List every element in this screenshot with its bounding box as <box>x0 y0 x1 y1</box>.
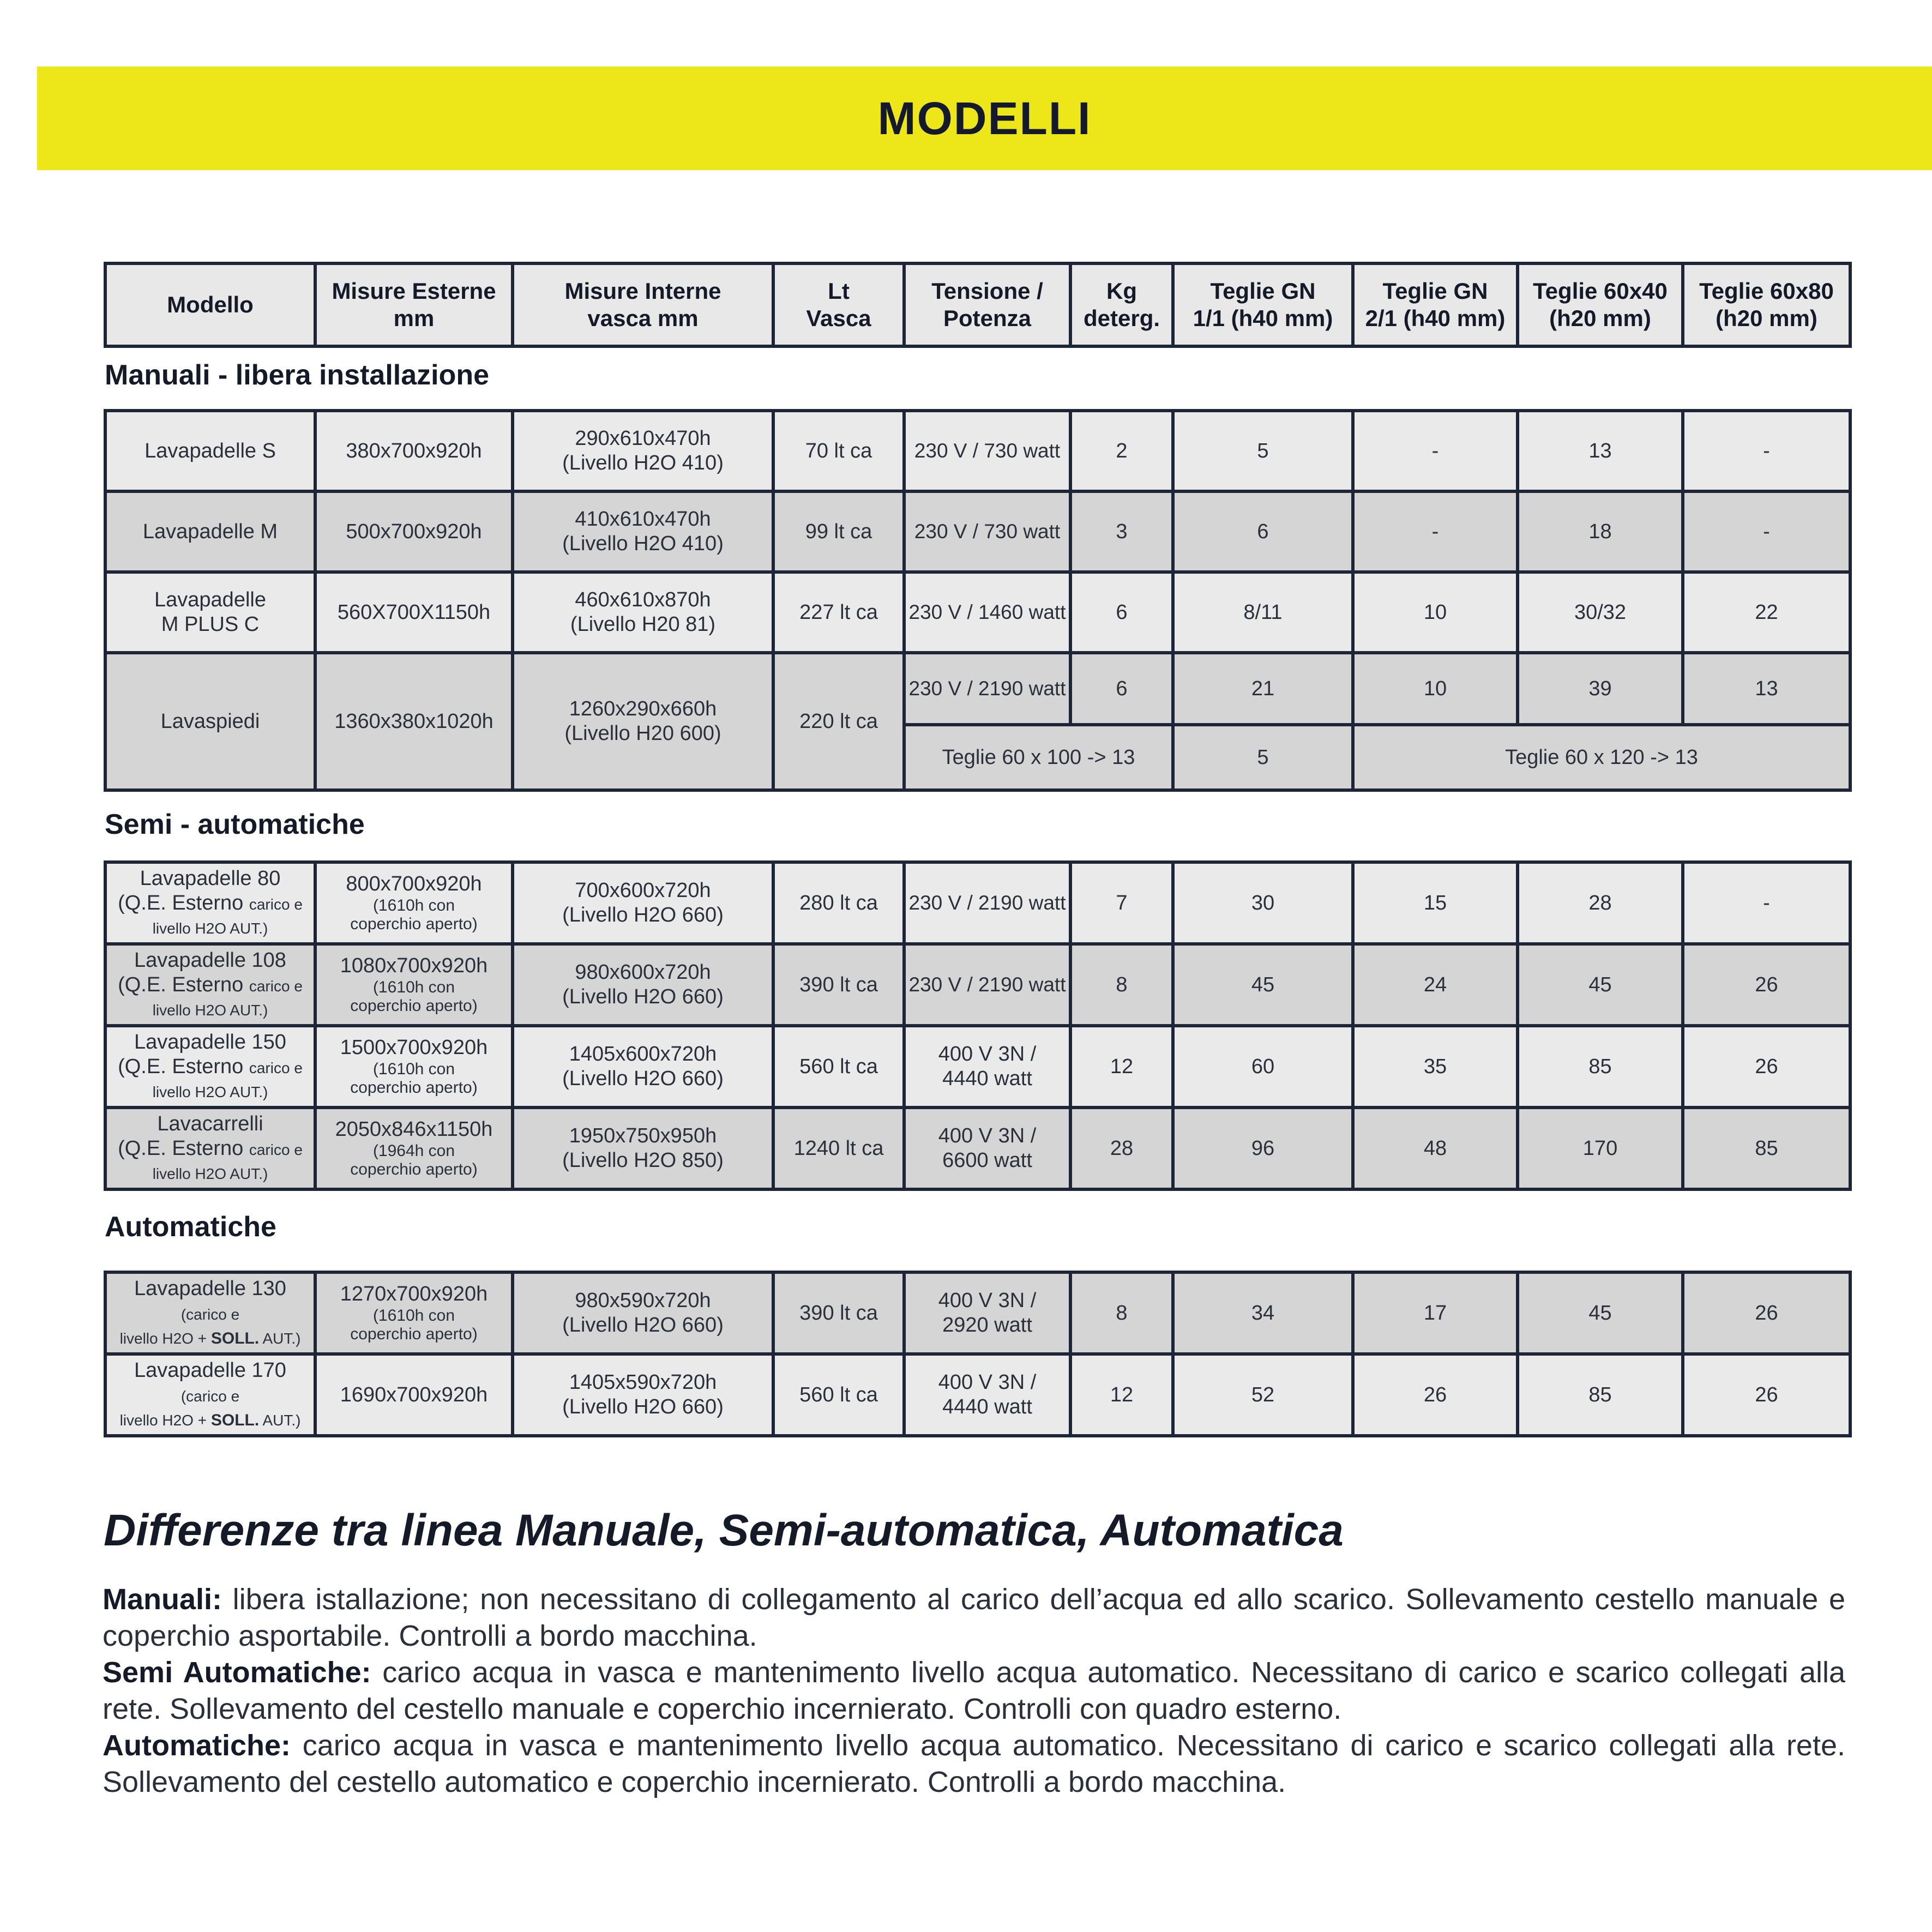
extra-teglie-right-cell: Teglie 60 x 120 -> 13 <box>1353 725 1850 790</box>
tank-liters-cell: 390 lt ca <box>773 1272 904 1354</box>
teglie-gn21-cell: 10 <box>1353 653 1518 725</box>
tank-liters-cell: 560 lt ca <box>773 1354 904 1436</box>
teglie-6080-cell: 26 <box>1683 944 1850 1026</box>
teglie-gn21-cell: 10 <box>1353 572 1518 653</box>
internal-size-line: 460x610x870h <box>575 588 711 612</box>
model-note-small: carico e <box>249 895 303 913</box>
external-size: 1500x700x920h <box>340 1036 488 1060</box>
col-teglie-6040-line: (h20 mm) <box>1549 305 1651 331</box>
tank-liters-cell: 99 lt ca <box>773 491 904 572</box>
manuali-table <box>104 409 1852 792</box>
model-name-cell <box>105 572 315 653</box>
external-size-cell: 560X700X1150h <box>315 572 513 653</box>
internal-size-line: (Livello H2O 660) <box>562 1395 724 1418</box>
internal-size-cell <box>513 653 773 790</box>
model-name-line2: M PLUS C <box>161 613 260 636</box>
col-misure-interne-line: Misure Interne <box>564 278 721 304</box>
col-modello-line: Modello <box>167 291 254 317</box>
auto-table <box>104 1271 1852 1437</box>
section-semi: Semi - automatiche <box>105 809 365 840</box>
col-teglie-6080-line: (h20 mm) <box>1716 305 1817 331</box>
external-size-note: (1610h con <box>372 896 455 914</box>
internal-size-line: 1260x290x660h <box>569 697 717 721</box>
tank-liters-cell: 280 lt ca <box>773 862 904 944</box>
internal-size-cell <box>513 491 773 572</box>
differences-body <box>103 1581 1845 1801</box>
model-note-bold: SOLL. <box>210 1411 260 1430</box>
internal-size-cell <box>513 1354 773 1436</box>
internal-size-line: 290x610x470h <box>575 427 711 450</box>
external-size: 800x700x920h <box>346 872 482 896</box>
model-note: (Q.E. Esterno <box>118 1136 249 1160</box>
model-note-small: AUT.) <box>259 1330 301 1347</box>
model-note-small: (carico e <box>180 1387 240 1405</box>
difference-text: libera istallazione; non necessitano di collegamento al carico dell’acqua ed allo scarico. Sollevamento cestello manuale e coperchio asportabile. Controlli a bordo macchina. <box>103 1583 1845 1652</box>
model-name-cell <box>105 862 315 944</box>
detergent-kg-cell: 28 <box>1070 1108 1173 1189</box>
model-note-small: carico e <box>249 977 303 995</box>
teglie-gn21-cell: 26 <box>1353 1354 1518 1436</box>
voltage-power-cell: 230 V / 2190 watt <box>904 944 1070 1026</box>
model-note: (Q.E. Esterno <box>118 973 249 996</box>
internal-size-line: (Livello H2O 660) <box>562 985 724 1008</box>
col-lt-vasca-line: Vasca <box>806 305 871 331</box>
tank-liters-cell: 1240 lt ca <box>773 1108 904 1189</box>
header-table <box>104 262 1852 348</box>
model-name-cell: Lavaspiedi <box>105 653 315 790</box>
external-size-cell <box>315 1026 513 1108</box>
model-note-small: livello H2O AUT.) <box>152 1084 268 1101</box>
model-note: (Q.E. Esterno <box>118 891 249 914</box>
external-size-note: coperchio aperto) <box>350 1079 478 1097</box>
teglie-gn11-cell: 34 <box>1173 1272 1353 1354</box>
section-manuali: Manuali - libera installazione <box>105 359 490 391</box>
internal-size-line: (Livello H20 81) <box>570 613 716 636</box>
table-row <box>105 491 1850 572</box>
external-size-note: coperchio aperto) <box>350 915 478 934</box>
model-name: Lavapadelle 80 <box>140 866 281 890</box>
teglie-gn21-cell: - <box>1353 411 1518 491</box>
teglie-gn21-cell: 15 <box>1353 862 1518 944</box>
model-name: Lavapadelle 108 <box>134 948 286 972</box>
internal-size-line: (Livello H2O 850) <box>562 1149 724 1172</box>
detergent-kg-cell: 2 <box>1070 411 1173 491</box>
page-title: MODELLI <box>877 92 1092 144</box>
internal-size-cell <box>513 944 773 1026</box>
external-size-note: coperchio aperto) <box>350 1160 478 1179</box>
difference-label: Automatiche: <box>103 1729 291 1762</box>
detergent-kg-cell: 8 <box>1070 944 1173 1026</box>
table-row <box>105 1026 1850 1108</box>
teglie-gn21-cell: 17 <box>1353 1272 1518 1354</box>
model-name: Lavapadelle 130 <box>134 1277 286 1300</box>
difference-label: Manuali: <box>103 1583 222 1616</box>
difference-text: carico acqua in vasca e mantenimento livello acqua automatico. Necessitano di carico e scarico collegati alla rete. Sollevamento del cestello automatico e coperchio incernierato. Controlli a bordo macchina. <box>103 1729 1845 1798</box>
teglie-6080-cell: - <box>1683 862 1850 944</box>
external-size-cell <box>315 1108 513 1189</box>
teglie-6040-cell: 45 <box>1518 1272 1683 1354</box>
external-size-note: (1610h con <box>372 978 455 996</box>
col-misure-esterne-line: Misure Esterne <box>332 278 496 304</box>
internal-size-line: 410x610x470h <box>575 508 711 531</box>
internal-size-line: (Livello H2O 660) <box>562 1314 724 1337</box>
internal-size-line: 1405x590x720h <box>569 1371 717 1394</box>
model-name-cell <box>105 944 315 1026</box>
internal-size-line: 700x600x720h <box>575 879 711 902</box>
table-row <box>105 653 1850 725</box>
teglie-gn11-cell: 6 <box>1173 491 1353 572</box>
internal-size-line: (Livello H2O 410) <box>562 452 724 474</box>
col-teglie-gn-11-line: 1/1 (h40 mm) <box>1193 305 1333 331</box>
teglie-gn21-cell: 35 <box>1353 1026 1518 1108</box>
external-size-cell <box>315 1354 513 1436</box>
voltage-power-cell: 230 V / 730 watt <box>904 411 1070 491</box>
model-note-small: livello H2O AUT.) <box>152 920 268 937</box>
external-size-cell: 500x700x920h <box>315 491 513 572</box>
col-misure-esterne-header <box>315 263 513 346</box>
teglie-6040-cell: 85 <box>1518 1354 1683 1436</box>
voltage-power-cell: 400 V 3N / 6600 watt <box>904 1108 1070 1189</box>
difference-text: carico acqua in vasca e mantenimento livello acqua automatico. Necessitano di carico e scarico collegati alla rete. Sollevamento del cestello manuale e coperchio incernierato. Controlli con quadro esterno. <box>103 1656 1846 1725</box>
tank-liters-cell: 220 lt ca <box>773 653 904 790</box>
teglie-6040-cell: 30/32 <box>1518 572 1683 653</box>
table-row <box>105 1108 1850 1189</box>
tank-liters-cell: 390 lt ca <box>773 944 904 1026</box>
internal-size-cell <box>513 1026 773 1108</box>
table-row <box>105 1354 1850 1436</box>
teglie-gn11-cell: 96 <box>1173 1108 1353 1189</box>
table-row <box>105 1272 1850 1354</box>
difference-paragraph <box>103 1581 1845 1654</box>
col-teglie-6040-line: Teglie 60x40 <box>1533 278 1668 304</box>
internal-size-cell <box>513 1108 773 1189</box>
model-name: Lavapadelle 150 <box>134 1030 286 1054</box>
teglie-gn11-cell: 30 <box>1173 862 1353 944</box>
model-note-bold: SOLL. <box>210 1329 260 1348</box>
col-teglie-gn-21-line: Teglie GN <box>1382 278 1488 304</box>
internal-size-cell <box>513 572 773 653</box>
model-note-small: (carico e <box>180 1305 240 1323</box>
col-misure-interne-line: vasca mm <box>587 305 699 331</box>
teglie-gn11-cell: 8/11 <box>1173 572 1353 653</box>
external-size-note: (1964h con <box>372 1141 455 1160</box>
teglie-6040-cell: 13 <box>1518 411 1683 491</box>
internal-size-line: (Livello H2O 410) <box>562 532 724 555</box>
model-note-small: carico e <box>249 1141 303 1158</box>
internal-size-line: 1950x750x950h <box>569 1124 717 1148</box>
col-teglie-6080-line: Teglie 60x80 <box>1699 278 1834 304</box>
teglie-gn21-cell: 48 <box>1353 1108 1518 1189</box>
internal-size-cell <box>513 411 773 491</box>
teglie-6040-cell: 39 <box>1518 653 1683 725</box>
model-note-small: livello H2O + <box>119 1412 211 1429</box>
teglie-6040-cell: 45 <box>1518 944 1683 1026</box>
teglie-6080-cell: 85 <box>1683 1108 1850 1189</box>
external-size: 1080x700x920h <box>340 954 488 978</box>
col-tensione-header <box>904 263 1070 346</box>
teglie-6080-cell: 26 <box>1683 1354 1850 1436</box>
teglie-6080-cell: - <box>1683 411 1850 491</box>
model-note-small: livello H2O AUT.) <box>152 1002 268 1019</box>
voltage-power-cell: 230 V / 2190 watt <box>904 862 1070 944</box>
col-teglie-gn-21-line: 2/1 (h40 mm) <box>1365 305 1506 331</box>
model-note-small: AUT.) <box>259 1412 301 1429</box>
detergent-kg-cell: 12 <box>1070 1354 1173 1436</box>
model-note-small: livello H2O AUT.) <box>152 1165 268 1183</box>
voltage-power-cell: 400 V 3N / 2920 watt <box>904 1272 1070 1354</box>
detergent-kg-cell: 12 <box>1070 1026 1173 1108</box>
col-misure-interne-header <box>513 263 773 346</box>
detergent-kg-cell: 8 <box>1070 1272 1173 1354</box>
voltage-power-cell: 230 V / 2190 watt <box>904 653 1070 725</box>
extra-teglie-left-cell: Teglie 60 x 100 -> 13 <box>904 725 1173 790</box>
teglie-6040-cell: 18 <box>1518 491 1683 572</box>
col-teglie-gn-11-header <box>1173 263 1353 346</box>
table-row <box>105 944 1850 1026</box>
external-size-note: coperchio aperto) <box>350 1325 478 1344</box>
internal-size-line: 1405x600x720h <box>569 1043 717 1066</box>
internal-size-line: 980x590x720h <box>575 1289 711 1313</box>
internal-size-cell <box>513 862 773 944</box>
tank-liters-cell: 227 lt ca <box>773 572 904 653</box>
model-name: Lavacarrelli <box>157 1112 263 1135</box>
detergent-kg-cell: 3 <box>1070 491 1173 572</box>
difference-paragraph <box>103 1728 1845 1801</box>
teglie-gn21-cell: 24 <box>1353 944 1518 1026</box>
table-row <box>105 862 1850 944</box>
col-lt-vasca-line: Lt <box>828 278 850 304</box>
model-name: Lavapadelle <box>154 588 266 612</box>
teglie-gn21-cell: - <box>1353 491 1518 572</box>
col-tensione-line: Tensione / <box>931 278 1043 304</box>
difference-label: Semi Automatiche: <box>103 1656 371 1689</box>
title-banner <box>37 67 1932 170</box>
teglie-6040-cell: 28 <box>1518 862 1683 944</box>
semi-table <box>104 860 1852 1191</box>
external-size: 1690x700x920h <box>340 1383 488 1406</box>
tank-liters-cell: 70 lt ca <box>773 411 904 491</box>
model-note: (Q.E. Esterno <box>118 1055 249 1078</box>
model-name-cell <box>105 411 315 491</box>
detergent-kg-cell: 7 <box>1070 862 1173 944</box>
voltage-power-cell: 230 V / 730 watt <box>904 491 1070 572</box>
model-name: Lavapadelle S <box>145 439 276 462</box>
teglie-6040-cell: 85 <box>1518 1026 1683 1108</box>
voltage-power-cell: 400 V 3N / 4440 watt <box>904 1354 1070 1436</box>
external-size-note: (1610h con <box>372 1060 455 1078</box>
col-misure-esterne-line: mm <box>393 305 435 331</box>
external-size-note: coperchio aperto) <box>350 997 478 1015</box>
section-auto: Automatiche <box>105 1211 276 1243</box>
col-kg-deterg-line: deterg. <box>1083 305 1160 331</box>
external-size: 2050x846x1150h <box>335 1118 493 1141</box>
model-note-small: livello H2O + <box>119 1330 211 1347</box>
table-row <box>105 411 1850 491</box>
external-size-cell <box>315 944 513 1026</box>
external-size: 1270x700x920h <box>340 1283 488 1306</box>
col-modello-header <box>105 263 315 346</box>
col-teglie-gn-11-line: Teglie GN <box>1210 278 1316 304</box>
teglie-gn11-cell: 21 <box>1173 653 1353 725</box>
model-name-cell <box>105 1354 315 1436</box>
teglie-6040-cell: 170 <box>1518 1108 1683 1189</box>
col-teglie-gn-21-header <box>1353 263 1518 346</box>
col-teglie-6040-header <box>1518 263 1683 346</box>
differences-title: Differenze tra linea Manuale, Semi-automatica, Automatica <box>104 1506 1344 1555</box>
col-lt-vasca-header <box>773 263 904 346</box>
teglie-6080-cell: 26 <box>1683 1026 1850 1108</box>
external-size-cell <box>315 1272 513 1354</box>
external-size-cell: 380x700x920h <box>315 411 513 491</box>
external-size-note: (1610h con <box>372 1306 455 1325</box>
model-name-cell <box>105 1108 315 1189</box>
teglie-6080-cell: - <box>1683 491 1850 572</box>
col-tensione-line: Potenza <box>943 305 1032 331</box>
external-size-cell <box>315 862 513 944</box>
extra-gn11-cell: 5 <box>1173 725 1353 790</box>
teglie-gn11-cell: 60 <box>1173 1026 1353 1108</box>
internal-size-cell <box>513 1272 773 1354</box>
teglie-gn11-cell: 5 <box>1173 411 1353 491</box>
voltage-power-cell: 230 V / 1460 watt <box>904 572 1070 653</box>
teglie-6080-cell: 22 <box>1683 572 1850 653</box>
difference-paragraph <box>103 1654 1845 1728</box>
col-teglie-6080-header <box>1683 263 1850 346</box>
model-name: Lavapadelle M <box>142 520 278 543</box>
col-kg-deterg-header <box>1070 263 1173 346</box>
teglie-6080-cell: 13 <box>1683 653 1850 725</box>
model-note-small: carico e <box>249 1059 303 1076</box>
model-name-cell <box>105 491 315 572</box>
detergent-kg-cell: 6 <box>1070 572 1173 653</box>
voltage-power-cell: 400 V 3N / 4440 watt <box>904 1026 1070 1108</box>
table-row <box>105 572 1850 653</box>
tank-liters-cell: 560 lt ca <box>773 1026 904 1108</box>
internal-size-line: (Livello H2O 660) <box>562 1067 724 1090</box>
internal-size-line: 980x600x720h <box>575 961 711 984</box>
model-name: Lavapadelle 170 <box>134 1358 286 1382</box>
teglie-gn11-cell: 52 <box>1173 1354 1353 1436</box>
teglie-6080-cell: 26 <box>1683 1272 1850 1354</box>
model-name-cell <box>105 1026 315 1108</box>
teglie-gn11-cell: 45 <box>1173 944 1353 1026</box>
internal-size-line: (Livello H2O 660) <box>562 904 724 926</box>
external-size-cell: 1360x380x1020h <box>315 653 513 790</box>
col-kg-deterg-line: Kg <box>1106 278 1137 304</box>
internal-size-line: (Livello H20 600) <box>564 722 721 745</box>
detergent-kg-cell: 6 <box>1070 653 1173 725</box>
model-name-cell <box>105 1272 315 1354</box>
